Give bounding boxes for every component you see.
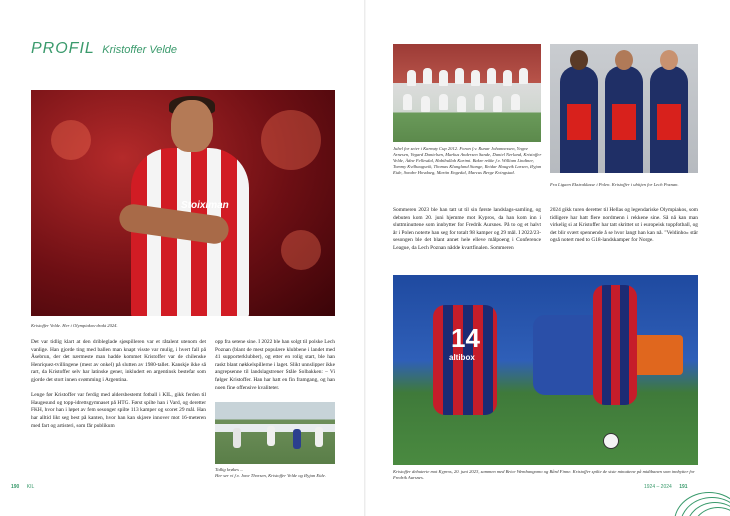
player-scarf — [567, 104, 591, 140]
match-shirt-sponsor: altibox — [449, 353, 475, 362]
paragraph: 2024 gikk turen deretter til Hellas og legendariske Olympiakos, som tidligere har hatt flere nordmenn i rekkene sine. Så nå kan man virkelig si at Kristoffer har tatt skrittet ut i europeisk toppfotball, og det blir svært spennende å se hvor langt han kan nå. "Veldinho» står også notert med to G18-landskamper for Norge. — [550, 207, 698, 244]
team-member — [439, 70, 448, 86]
player-scarf — [612, 104, 636, 140]
player-figure — [605, 66, 643, 173]
player-scarf — [657, 104, 681, 140]
hero-shirt-sponsor: Stoiximan — [181, 200, 229, 211]
left-footer — [11, 484, 34, 490]
left-text-col1 — [31, 339, 206, 438]
right-text-col2 — [550, 207, 698, 253]
player-figure — [560, 66, 598, 173]
page-gutter — [364, 0, 366, 516]
team-member — [511, 94, 520, 110]
team-member — [519, 68, 528, 84]
youth-photo-player — [233, 428, 241, 448]
hero-caption: Kristoffer Velde. Her i Olympiakos-drakt 2024. — [31, 323, 118, 328]
match-caption: Kristoffer debuterte mot Kypros, 20. juni 2023, sammen med Brice Wembangomo og Bård Finne. Kristoffer spilte de siste minuttene på midtbanen som innbytter for Fredrik Aursnes. — [393, 469, 695, 480]
left-text-col2 — [215, 339, 335, 400]
corner-wave-decoration — [668, 488, 730, 516]
youth-photo — [215, 402, 335, 464]
player-figure — [650, 66, 688, 173]
right-page-number: 191 — [679, 484, 688, 490]
paragraph: opp fra setene sine. I 2022 ble han solgt til polske Lech Poznan (blant de mest populære klubbene i landet med 41 supporterklubber), og etter en rolig start, ble han raskt blant nøkkelspillerne i laget. Slikt unnslipper ikke angrepsenne til landslagstrener Ståle Solbakken: – Vi følger Kristoffer. Han har hatt en fin framgang, og han noen fine offensive kvaliteter. — [215, 339, 335, 391]
team-member — [421, 96, 430, 112]
profile-title-name: Kristoffer Velde — [102, 44, 178, 56]
right-text-col1 — [393, 207, 541, 260]
team-member — [493, 96, 502, 112]
team-member — [487, 68, 496, 84]
team-member — [423, 68, 432, 84]
youth-photo-player — [267, 426, 275, 446]
team-member — [471, 70, 480, 86]
youth-photo-player — [315, 427, 323, 447]
left-footer-label: KIL — [26, 484, 35, 490]
youth-caption-1: Tidlig krøkes ... — [215, 467, 244, 472]
paragraph: Sommeren 2023 ble han tatt ut til sin første landslags-samling, og debuten kom 20. juni hjemme mot Kypros, da han kom inn i sluttminuttene som innbytter for Fredrik Aursnes. På to og et halvt år i Polen noterte han seg for totalt 98 kamper og 29 mål. I 2022/23-sesongen ble det blant annet hele elleve målpoeng i Conference League, da Lech Poznan nådde kvartfinalen. Sommeren — [393, 207, 541, 251]
youth-caption-2: Her ser vi f.v. Jone Thorsen, Kristoffer Velde og Øyjan Eide. — [215, 473, 326, 478]
team-caption: Jubel for seier i Karmøy Cup 2012. Foran f.v. Runar Johannessen, Yngve Arnesen, Vegard Danielsen, Markus Andersen Sande, Daniel Nerland, Kristoffer Velde, Ådne Fellesdal, Habibullah Karimi. Bakre rekke f.v. William Lindtner, Tommy Kvilhaugsvik, Thomas Klungland Stange, Reidar Haugvik Larsen, Øyjan Eide, Sondre Hovdaeg, Martin Engedal, Marcus Berge Kvingstad. — [393, 146, 542, 175]
match-photo — [393, 275, 698, 465]
paragraph: Det var tidlig klart at den dribleglade sjøspilleren var et råtalent utenom det vanlige. Han gjorde ting med ballen man knapt visste var mulig, i hvert fall på Åsebrun, der det nærmeste man hadde kommet Kristoffer var de chilenske Henriquez-tvillingene (mest av onkel) på slutten av 1980-tallet. Kanskje ikke så rart, da Kristoffer selv har latinske gener, inkludert en argentinsk bestefar som gjorde det stort innen svømming i Argentina. — [31, 339, 206, 383]
team-member — [439, 94, 448, 110]
team-member — [455, 68, 464, 84]
player-head — [570, 50, 588, 70]
profile-title — [31, 40, 177, 58]
match-shirt-number: 14 — [451, 323, 480, 353]
hero-bokeh — [51, 120, 91, 160]
team-member — [403, 94, 412, 110]
three-players-photo — [550, 44, 698, 173]
team-member — [475, 94, 484, 110]
hero-bokeh — [261, 110, 321, 170]
team-member — [503, 70, 512, 86]
hero-photo — [31, 90, 335, 316]
match-player-red-2 — [593, 285, 637, 405]
team-photo — [393, 44, 541, 142]
player-head — [660, 50, 678, 70]
right-footer-label: 1924 – 2024 — [644, 484, 672, 490]
paragraph: Lenge før Kristoffer var ferdig med aldersbestemt fotball i KIL, gikk ferden til Haugesund og topp-idrettsgymnaset på HTG. Først spilte han i Vard, og deretter FKH, hvor han i løpet av fem sesonger spilte 113 kamper og scoret 29 mål. Han har alltid likt seg best på kanten, hvor han kan skjære innover mot 16-meteren med fart og artisteri, som får publikum — [31, 392, 206, 429]
hero-player-head — [171, 100, 213, 152]
three-players-caption: Fra Ligaen Ekstraklasse i Polen. Kristoffer i ubitjen for Lech Poznan. — [550, 182, 679, 187]
hero-bokeh — [281, 230, 321, 270]
team-member — [407, 70, 416, 86]
youth-photo-player — [293, 429, 301, 449]
profile-title-main: PROFIL — [31, 40, 95, 57]
left-page-number: 190 — [11, 484, 20, 490]
player-head — [615, 50, 633, 70]
football-icon — [603, 433, 619, 449]
team-member — [457, 96, 466, 112]
